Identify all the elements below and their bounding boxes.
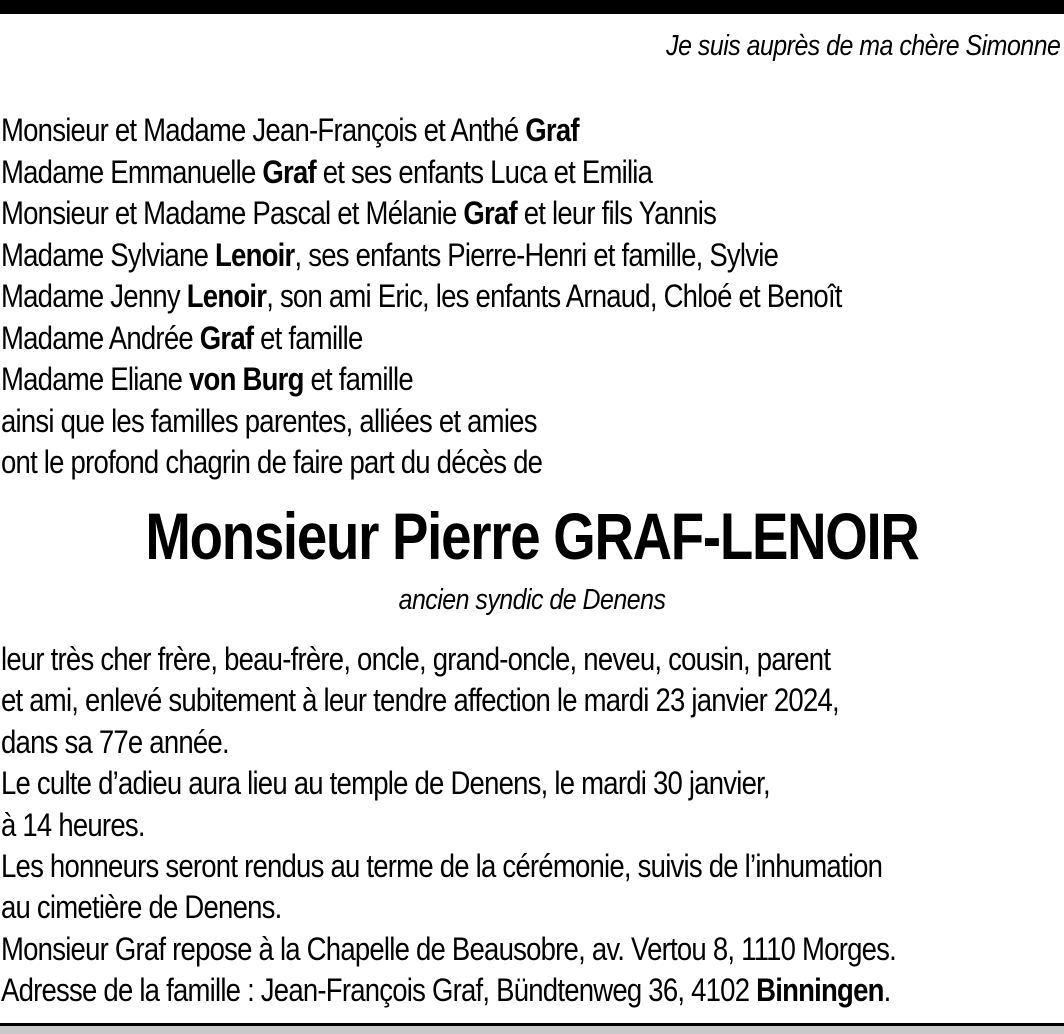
body-line: [1, 928, 896, 970]
body-line: [1, 762, 770, 804]
line-text: Monsieur et Madame Jean-François et Anthé: [1, 112, 526, 148]
line-text: à 14 heures.: [1, 806, 145, 843]
body-line: [1, 969, 891, 1011]
body-line: [1, 845, 882, 887]
line-text: Les honneurs seront rendus au terme de la cérémonie, suivis de l’inhumation: [1, 848, 883, 884]
family-line: [1, 275, 842, 317]
line-text: Monsieur Graf repose à la Chapelle de Beausobre, av. Vertou 8, 1110 Morges.: [1, 930, 897, 967]
bottom-border: [0, 1023, 1064, 1034]
family-line: [1, 441, 542, 483]
surname: Graf: [262, 153, 316, 190]
line-text: au cimetière de Denens.: [1, 889, 282, 926]
line-text: , son ami Eric, les enfants Arnaud, Chloé et Benoît: [266, 278, 842, 314]
family-line: [1, 317, 363, 359]
line-text: et ami, enlevé subitement à leur tendre affection le mardi 23 janvier 2024,: [1, 682, 839, 719]
body-line: [1, 679, 839, 721]
line-text: Madame Andrée: [1, 319, 200, 356]
body-line: [1, 886, 282, 928]
top-border: [0, 0, 1064, 14]
family-line: [1, 400, 537, 442]
line-text: leur très cher frère, beau-frère, oncle, grand-oncle, neveu, cousin, parent: [1, 641, 831, 677]
surname: von Burg: [189, 361, 304, 397]
line-text: et ses enfants Luca et Emilia: [315, 153, 653, 190]
surname: Binningen: [756, 972, 884, 1009]
family-line: [1, 358, 413, 400]
surname: Graf: [463, 195, 517, 231]
family-line: [1, 151, 652, 193]
epigraph: Je suis auprès de ma chère Simonne: [665, 30, 1060, 62]
line-text: Madame Jenny: [1, 278, 187, 314]
line-text: et famille: [253, 319, 363, 356]
body-line: [1, 721, 229, 763]
line-text: .: [883, 972, 891, 1009]
deceased-role: ancien syndic de Denens: [398, 584, 666, 616]
line-text: Adresse de la famille : Jean-François Graf, Bündtenweg 36, 4102: [1, 972, 757, 1009]
line-text: Madame Sylviane: [1, 236, 216, 273]
line-text: Le culte d’adieu aura lieu au temple de Denens, le mardi 30 janvier,: [1, 765, 770, 802]
body-line: [1, 638, 830, 680]
family-line: [1, 109, 579, 151]
line-text: Madame Eliane: [1, 361, 190, 397]
deceased-name: Monsieur Pierre GRAF-LENOIR: [145, 499, 919, 573]
surname: Graf: [525, 112, 579, 148]
line-text: Monsieur et Madame Pascal et Mélanie: [1, 195, 464, 231]
family-line: [1, 192, 716, 234]
line-text: et famille: [303, 361, 413, 397]
line-text: et leur fils Yannis: [516, 195, 717, 231]
line-text: ont le profond chagrin de faire part du décès de: [1, 444, 543, 480]
line-text: ainsi que les familles parentes, alliées et amies: [1, 402, 537, 439]
line-text: , ses enfants Pierre-Henri et famille, Sylvie: [294, 236, 779, 273]
surname: Lenoir: [215, 236, 295, 273]
line-text: dans sa 77e année.: [1, 723, 229, 760]
line-text: Madame Emmanuelle: [1, 153, 263, 190]
family-line: [1, 234, 778, 276]
surname: Lenoir: [186, 278, 267, 314]
body-line: [1, 804, 145, 846]
surname: Graf: [199, 319, 254, 356]
